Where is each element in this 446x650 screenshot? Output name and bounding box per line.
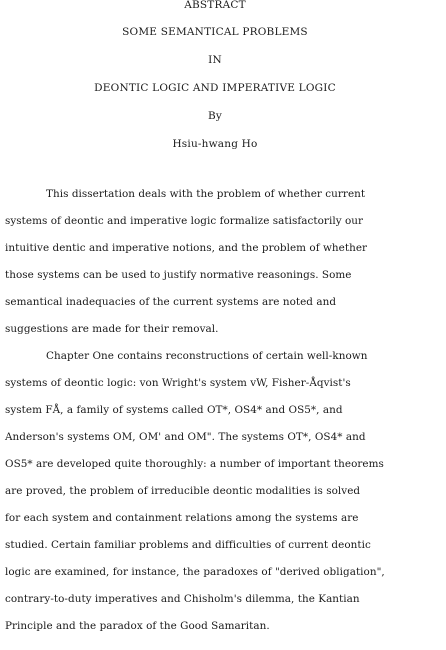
body-line: Principle and the paradox of the Good Samaritan. <box>5 620 270 632</box>
body-line: semantical inadequacies of the current systems are noted and <box>5 296 337 308</box>
body-line: contrary-to-duty imperatives and Chisholm's dilemma, the Kantian <box>5 593 360 605</box>
body-line: This dissertation deals with the problem of whether current <box>46 188 366 200</box>
body-line: logic are examined, for instance, the paradoxes of "derived obligation", <box>5 566 385 578</box>
body-line: systems of deontic and imperative logic formalize satisfactorily our <box>5 215 364 227</box>
body-line: studied. Certain familiar problems and difficulties of current deontic <box>5 539 371 551</box>
body-line: suggestions are made for their removal. <box>5 323 219 335</box>
body-line: Anderson's systems OM, OM' and OM". The systems OT*, OS4* and <box>5 431 366 443</box>
body-line: are proved, the problem of irreducible deontic modalities is solved <box>5 485 361 497</box>
body-line: systems of deontic logic: von Wright's system vW, Fisher-Åqvist's <box>5 377 351 389</box>
author-name: Hsiu-hwang Ho <box>172 138 258 150</box>
by-line: By <box>207 110 223 122</box>
body-line: system FÅ, a family of systems called OT*, OS4* and OS5*, and <box>5 404 343 416</box>
abstract-heading: ABSTRACT <box>184 0 246 11</box>
body-line: OS5* are developed quite thoroughly: a number of important theorems <box>5 458 384 470</box>
body-line: Chapter One contains reconstructions of certain well-known <box>46 350 368 362</box>
body-line: those systems can be used to justify normative reasonings. Some <box>5 269 352 281</box>
body-line: for each system and containment relations among the systems are <box>5 512 359 524</box>
title-line-1: SOME SEMANTICAL PROBLEMS <box>122 26 308 38</box>
body-line: intuitive dentic and imperative notions, and the problem of whether <box>5 242 368 254</box>
title-line-3: DEONTIC LOGIC AND IMPERATIVE LOGIC <box>94 82 336 94</box>
title-line-2: IN <box>208 54 222 66</box>
